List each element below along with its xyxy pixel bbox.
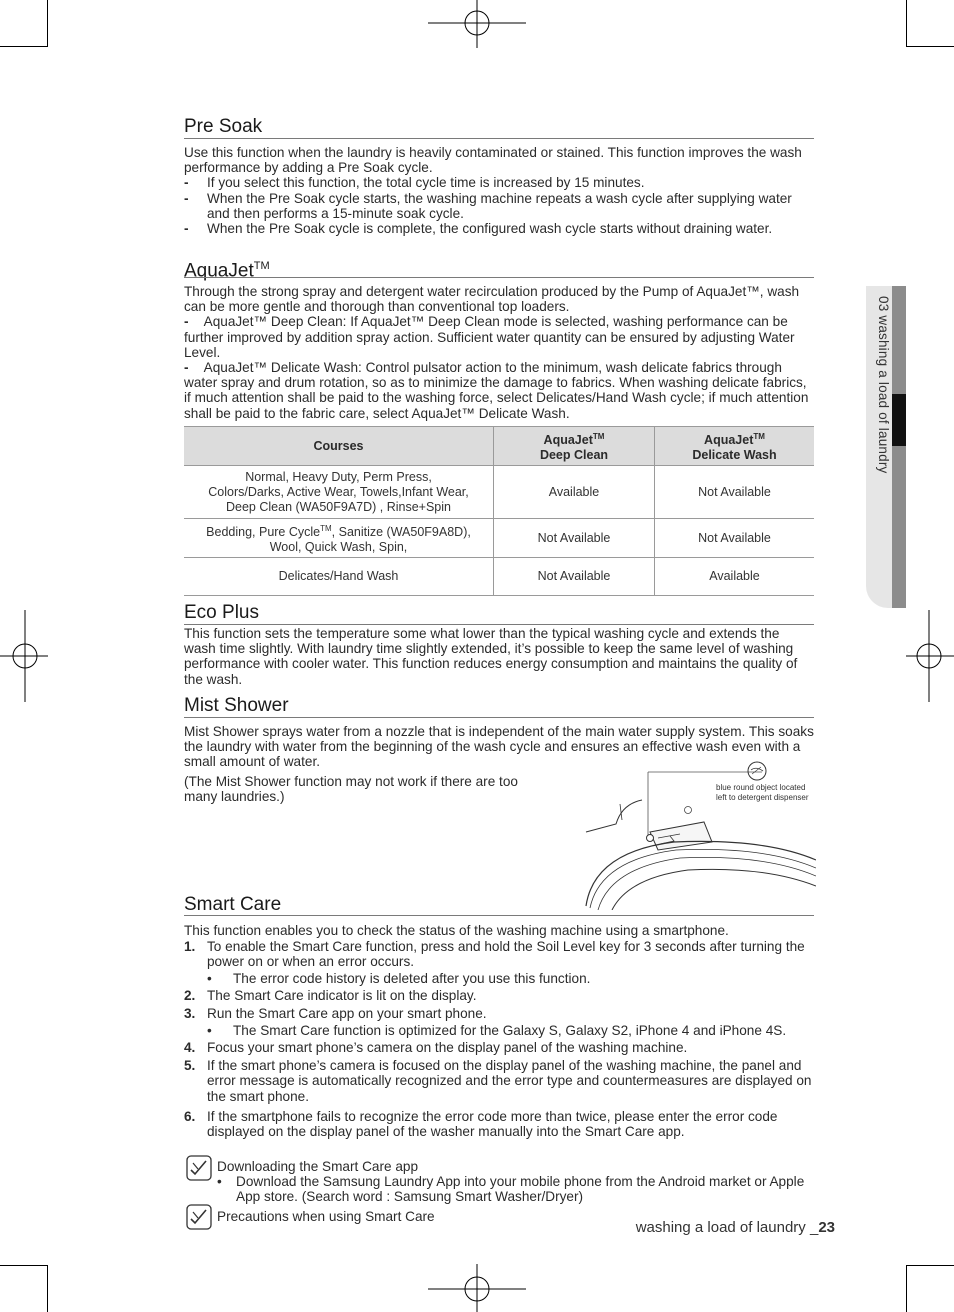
table-cell-courses: Bedding, Pure Cycle™, Sanitize (WA50F9A8D), Wool, Quick Wash, Spin, (184, 519, 494, 558)
aquajet-body (184, 284, 814, 421)
washer-lid-illustration (584, 756, 816, 910)
note-icon (186, 1155, 212, 1181)
table-header-row (184, 427, 814, 466)
list-item: • The error code history is deleted after you use this function. (207, 970, 591, 986)
note-icon (186, 1204, 212, 1230)
table-row (184, 466, 814, 519)
note-downloading-title: Downloading the Smart Care app (217, 1159, 418, 1174)
list-item: 1. To enable the Smart Care function, press and hold the Soil Level key for 3 seconds after turning the power on or when an error occurs. (184, 938, 805, 970)
pre-soak-intro: Use this function when the laundry is heavily contaminated or stained. This function improves the wash performance by adding a Pre Soak cycle. (184, 145, 802, 176)
list-item: • Download the Samsung Laundry App into your mobile phone from the Android market or Apple App store. (Search word : Samsung Smart Washer/Dryer) (217, 1174, 805, 1205)
table-cell-deep-clean: Not Available (494, 558, 655, 596)
list-item: 3. Run the Smart Care app on your smart phone. (184, 1005, 487, 1021)
note-precautions-title: Precautions when using Smart Care (217, 1209, 435, 1224)
table-cell-deep-clean: Not Available (494, 519, 655, 558)
note-downloading (217, 1159, 817, 1205)
section-rule (184, 717, 814, 718)
list-item: - When the Pre Soak cycle is complete, the configured wash cycle starts without draining water. (184, 221, 773, 237)
table-cell-courses: Delicates/Hand Wash (184, 558, 494, 596)
list-item: 5. If the smart phone’s camera is focused on the display panel of the washing machine, the panel and error message is automatically recognized and the error type and countermeasures are displayed on the smart phone. (184, 1057, 812, 1104)
chapter-tab-label: 03 washing a load of laundry (876, 296, 891, 474)
registration-mark-icon (906, 610, 954, 702)
table-header-courses: Courses (184, 427, 494, 466)
aquajet-deep-clean: - AquaJet™ Deep Clean: If AquaJet™ Deep Clean mode is selected, washing performance can be further improved by addition spray action. Sufficient water quantity can be ensured by adjusting Water Level. (184, 314, 795, 360)
registration-mark-icon (428, 0, 526, 48)
list-item: - If you select this function, the total cycle time is increased by 15 minutes. (184, 175, 645, 191)
smart-care-heading: Smart Care (184, 894, 282, 915)
table-header-delicate-wash: AquaJet™ Delicate Wash (655, 427, 815, 466)
section-rule (184, 624, 814, 625)
section-rule (184, 277, 814, 278)
registration-mark-icon (428, 1264, 526, 1312)
chapter-tab-edge (892, 286, 906, 608)
smart-care-intro: This function enables you to check the status of the washing machine using a smartphone. (184, 923, 729, 938)
pre-soak-body (184, 145, 814, 236)
aquajet-course-table (184, 426, 814, 596)
page-footer: washing a load of laundry _23 (635, 1219, 835, 1236)
aquajet-heading: AquaJet™ (184, 260, 270, 282)
chapter-tab-marker (892, 394, 906, 446)
page-number: 23 (818, 1219, 835, 1236)
pre-soak-heading: Pre Soak (184, 116, 263, 137)
aquajet-delicate-wash: - AquaJet™ Delicate Wash: Control pulsator action to the minimum, wash delicate fabrics through water spray and drum rotation, so as to minimize the damage to fabrics. When washing delicate fabrics, if much attention shall be paid to the washing force, select Delicates/Hand Wash cycle; if much attention shall be paid to the fabric care, select AquaJet™ Delicate Wash. (184, 360, 809, 421)
eco-plus-heading: Eco Plus (184, 602, 259, 623)
aquajet-intro: Through the strong spray and detergent water recirculation produced by the Pump of AquaJet™, wash can be more gentle and thorough than conventional top loaders. (184, 284, 800, 315)
table-cell-delicate-wash: Available (655, 558, 815, 596)
mist-shower-heading: Mist Shower (184, 695, 289, 716)
list-item: • The Smart Care function is optimized for the Galaxy S, Galaxy S2, iPhone 4 and iPhone 4S. (207, 1022, 787, 1038)
table-row (184, 558, 814, 596)
mist-shower-note: (The Mist Shower function may not work if there are too many laundries.) (184, 774, 518, 805)
list-item: 6. If the smartphone fails to recognize the error code more than twice, please enter the error code displayed on the display panel of the washer manually into the Smart Care app. (184, 1108, 778, 1140)
table-header-deep-clean: AquaJet™ Deep Clean (494, 427, 655, 466)
eco-plus-body: This function sets the temperature some what lower than the typical washing cycle and extends the wash time slightly. With laundry time slightly extended, it’s possible to keep the same level of washing performance with cooler water. This function reduces energy consumption and maintains the quality of the wash. (184, 626, 798, 687)
list-item: - When the Pre Soak cycle starts, the washing machine repeats a wash cycle after supplying water and then performs a 15-minute soak cycle. (184, 190, 792, 221)
table-cell-courses: Normal, Heavy Duty, Perm Press, Colors/Darks, Active Wear, Towels,Infant Wear, Deep Clean (WA50F9A7D) , Rinse+Spin (184, 466, 494, 519)
section-rule (184, 138, 814, 139)
list-item: 2. The Smart Care indicator is lit on the display. (184, 988, 477, 1004)
mist-shower-body: Mist Shower sprays water from a nozzle that is independent of the main water supply system. This soaks the laundry with water from the beginning of the wash cycle and ensures an effective wash even with a small amount of water. (184, 724, 814, 770)
table-cell-delicate-wash: Not Available (655, 519, 815, 558)
table-cell-deep-clean: Available (494, 466, 655, 519)
washer-callout-label: blue round object located left to detergent dispenser (716, 783, 809, 802)
registration-mark-icon (0, 610, 48, 702)
section-rule (184, 915, 814, 916)
table-row (184, 519, 814, 558)
list-item: 4. Focus your smart phone’s camera on the display panel of the washing machine. (184, 1040, 688, 1056)
table-cell-delicate-wash: Not Available (655, 466, 815, 519)
smart-care-body (184, 923, 814, 1140)
